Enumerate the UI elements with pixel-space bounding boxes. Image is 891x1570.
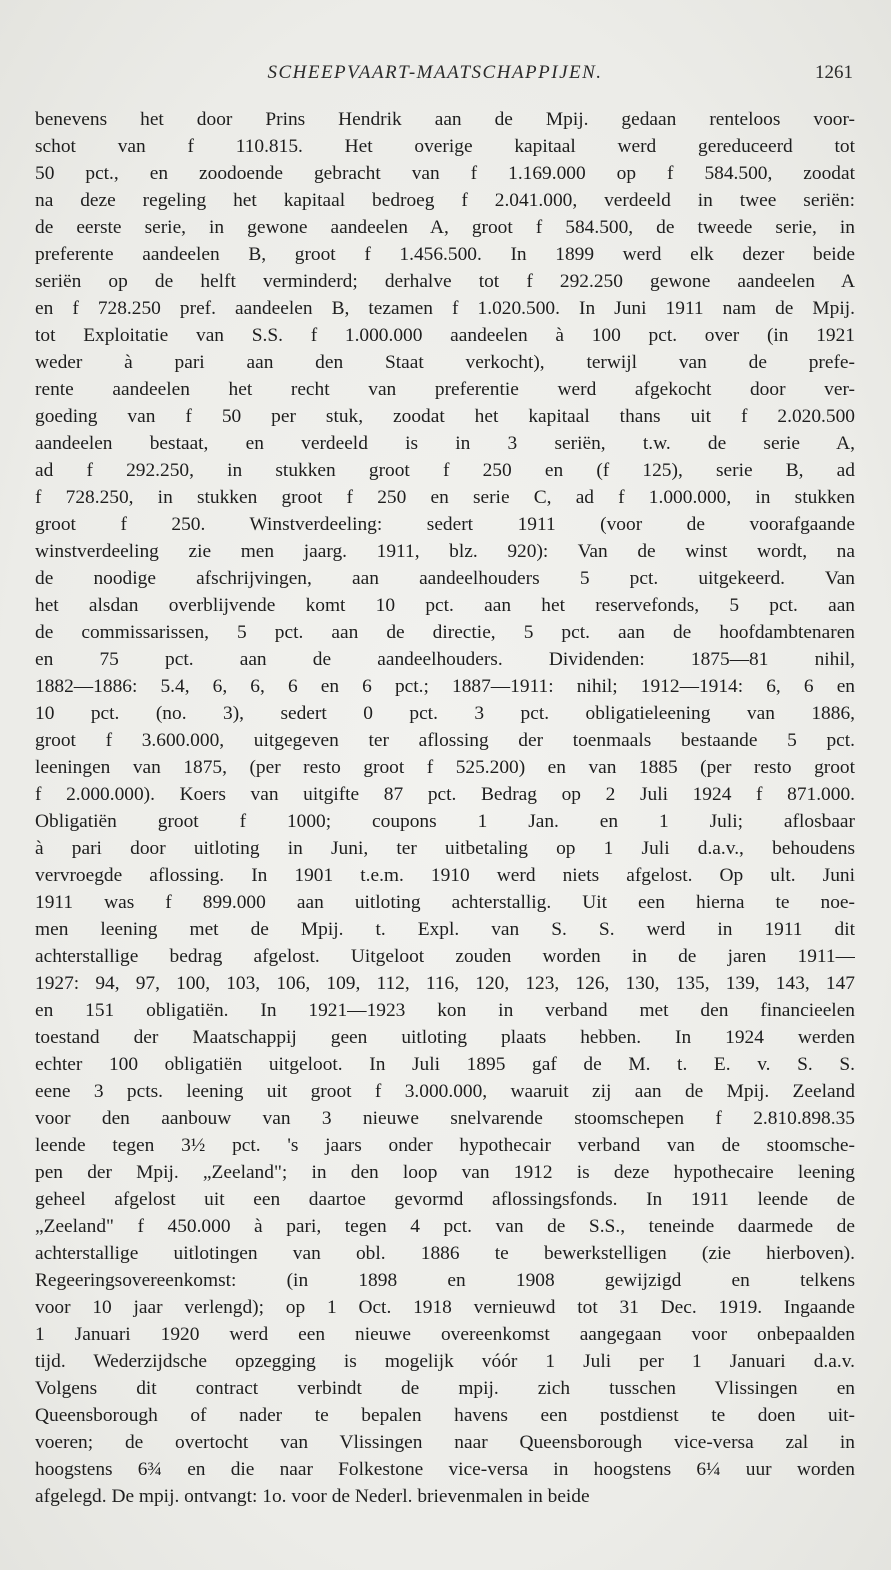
- text-line: hoogstens 6¾ en die naar Folkestone vice-versa in hoogstens 6¼ uur worden: [35, 1459, 855, 1480]
- text-line: de eerste serie, in gewone aandeelen A, groot f 584.500, de tweede serie, in: [35, 217, 855, 238]
- text-line: f 728.250, in stukken groot f 250 en serie C, ad f 1.000.000, in stukken: [35, 487, 855, 508]
- text-line: Volgens dit contract verbindt de mpij. zich tusschen Vlissingen en: [35, 1378, 855, 1399]
- text-line: achterstallige bedrag afgelost. Uitgeloot zouden worden in de jaren 1911—: [35, 946, 855, 967]
- text-line: groot f 3.600.000, uitgegeven ter aflossing der toenmaals bestaande 5 pct.: [35, 730, 855, 751]
- text-line: tijd. Wederzijdsche opzegging is mogelijk vóór 1 Juli per 1 Januari d.a.v.: [35, 1351, 855, 1372]
- text-line: 1927: 94, 97, 100, 103, 106, 109, 112, 116, 120, 123, 126, 130, 135, 139, 143, 147: [35, 973, 855, 994]
- text-line: winstverdeeling zie men jaarg. 1911, blz. 920): Van de winst wordt, na: [35, 541, 855, 562]
- text-line: men leening met de Mpij. t. Expl. van S. S. werd in 1911 dit: [35, 919, 855, 940]
- text-line: weder à pari aan den Staat verkocht), terwijl van de prefe-: [35, 352, 855, 373]
- text-line: groot f 250. Winstverdeeling: sedert 1911 (voor de voorafgaande: [35, 514, 855, 535]
- text-line: echter 100 obligatiën uitgeloot. In Juli 1895 gaf de M. t. E. v. S. S.: [35, 1054, 855, 1075]
- text-line: de noodige afschrijvingen, aan aandeelhouders 5 pct. uitgekeerd. Van: [35, 568, 855, 589]
- text-line: leeningen van 1875, (per resto groot f 525.200) en van 1885 (per resto groot: [35, 757, 855, 778]
- text-line: en 151 obligatiën. In 1921—1923 kon in verband met den financieelen: [35, 1000, 855, 1021]
- text-line: de commissarissen, 5 pct. aan de directie, 5 pct. aan de hoofdambtenaren: [35, 622, 855, 643]
- text-line: vervroegde aflossing. In 1901 t.e.m. 1910 werd niets afgelost. Op ult. Juni: [35, 865, 855, 886]
- text-line: rente aandeelen het recht van preferentie werd afgekocht door ver-: [35, 379, 855, 400]
- text-line: achterstallige uitlotingen van obl. 1886 te bewerkstelligen (zie hierboven).: [35, 1243, 855, 1264]
- text-line: 10 pct. (no. 3), sedert 0 pct. 3 pct. obligatieleening van 1886,: [35, 703, 855, 724]
- text-line: leende tegen 3½ pct. 's jaars onder hypothecair verband van de stoomsche-: [35, 1135, 855, 1156]
- text-line: voeren; de overtocht van Vlissingen naar Queensborough vice-versa zal in: [35, 1432, 855, 1453]
- text-line: 1 Januari 1920 werd een nieuwe overeenkomst aangegaan voor onbepaalden: [35, 1324, 855, 1345]
- text-line: na deze regeling het kapitaal bedroeg f 2.041.000, verdeeld in twee seriën:: [35, 190, 855, 211]
- text-line: en 75 pct. aan de aandeelhouders. Dividenden: 1875—81 nihil,: [35, 649, 855, 670]
- text-line: 1911 was f 899.000 aan uitloting achterstallig. Uit een hierna te noe-: [35, 892, 855, 913]
- text-line: goeding van f 50 per stuk, zoodat het kapitaal thans uit f 2.020.500: [35, 406, 855, 427]
- text-line: 1882—1886: 5.4, 6, 6, 6 en 6 pct.; 1887—1911: nihil; 1912—1914: 6, 6 en: [35, 676, 855, 697]
- text-line: Queensborough of nader te bepalen havens een postdienst te doen uit-: [35, 1405, 855, 1426]
- running-head-title: SCHEEPVAART-MAATSCHAPPIJEN.: [267, 62, 603, 83]
- text-line: geheel afgelost uit een daartoe gevormd aflossingsfonds. In 1911 leende de: [35, 1189, 855, 1210]
- text-line: afgelegd. De mpij. ontvangt: 1o. voor de Nederl. brievenmalen in beide: [35, 1486, 590, 1507]
- text-line: het alsdan overblijvende komt 10 pct. aan het reservefonds, 5 pct. aan: [35, 595, 855, 616]
- text-line: „Zeeland" f 450.000 à pari, tegen 4 pct. van de S.S., teneinde daarmede de: [35, 1216, 855, 1237]
- text-line: eene 3 pcts. leening uit groot f 3.000.000, waaruit zij aan de Mpij. Zeeland: [35, 1081, 855, 1102]
- text-line: 50 pct., en zoodoende gebracht van f 1.169.000 op f 584.500, zoodat: [35, 163, 855, 184]
- text-line: benevens het door Prins Hendrik aan de Mpij. gedaan renteloos voor-: [35, 109, 855, 130]
- text-line: ad f 292.250, in stukken groot f 250 en (f 125), serie B, ad: [35, 460, 855, 481]
- page-number: 1261: [815, 62, 853, 83]
- text-line: voor 10 jaar verlengd); op 1 Oct. 1918 vernieuwd tot 31 Dec. 1919. Ingaande: [35, 1297, 855, 1318]
- text-line: preferente aandeelen B, groot f 1.456.500. In 1899 werd elk dezer beide: [35, 244, 855, 265]
- text-line: pen der Mpij. „Zeeland"; in den loop van 1912 is deze hypothecaire leening: [35, 1162, 855, 1183]
- text-line: f 2.000.000). Koers van uitgifte 87 pct. Bedrag op 2 Juli 1924 f 871.000.: [35, 784, 855, 805]
- text-line: Obligatiën groot f 1000; coupons 1 Jan. en 1 Juli; aflosbaar: [35, 811, 855, 832]
- text-line: aandeelen bestaat, en verdeeld is in 3 seriën, t.w. de serie A,: [35, 433, 855, 454]
- text-line: tot Exploitatie van S.S. f 1.000.000 aandeelen à 100 pct. over (in 1921: [35, 325, 855, 346]
- text-line: voor den aanbouw van 3 nieuwe snelvarende stoomschepen f 2.810.898.35: [35, 1108, 855, 1129]
- body-text: [35, 106, 855, 1510]
- text-line: à pari door uitloting in Juni, ter uitbetaling op 1 Juli d.a.v., behoudens: [35, 838, 855, 859]
- text-line: en f 728.250 pref. aandeelen B, tezamen f 1.020.500. In Juni 1911 nam de Mpij.: [35, 298, 855, 319]
- text-line: seriën op de helft verminderd; derhalve tot f 292.250 gewone aandeelen A: [35, 271, 855, 292]
- text-line: schot van f 110.815. Het overige kapitaal werd gereduceerd tot: [35, 136, 855, 157]
- text-line: Regeeringsovereenkomst: (in 1898 en 1908 gewijzigd en telkens: [35, 1270, 855, 1291]
- text-line: toestand der Maatschappij geen uitloting plaats hebben. In 1924 werden: [35, 1027, 855, 1048]
- running-head: [0, 62, 891, 90]
